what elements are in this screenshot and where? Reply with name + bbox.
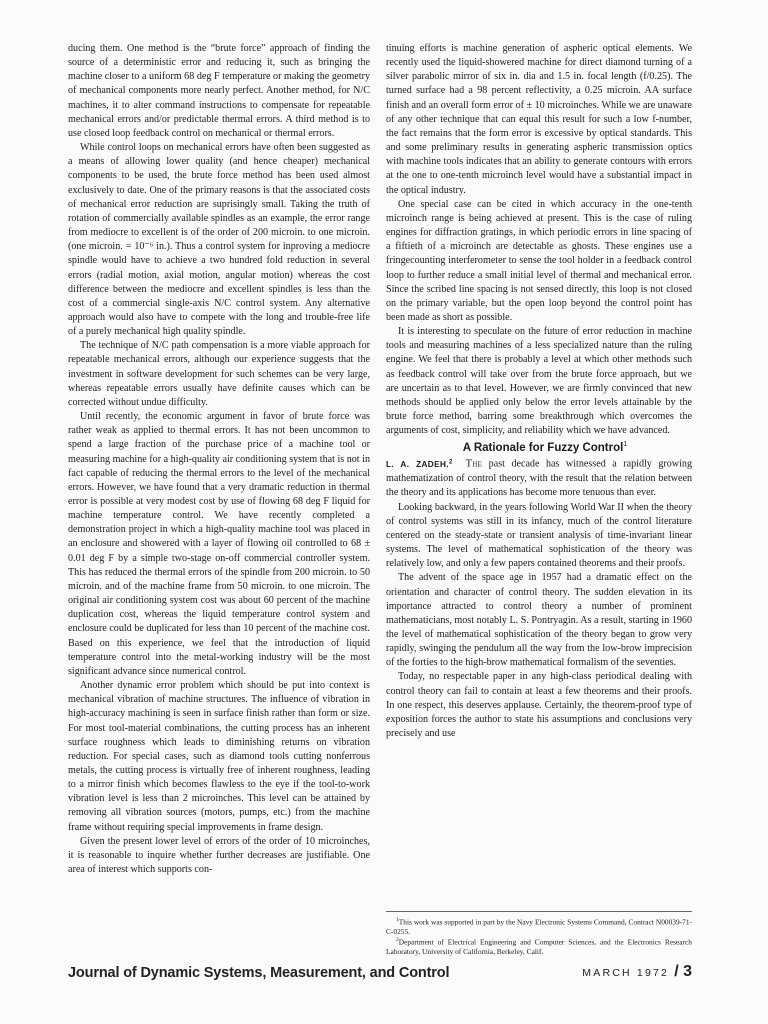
body-paragraph: One special case can be cited in which accuracy in the one-tenth microinch range is being achieved at present. This is the case of ruling engines for diffraction gratings, in which periodic errors in line spacing of a fiftieth of a microinch are detectable as ghosts. These engines use a fringecounting interferometer to sense the tool holder in a feedback control loop to further reduce a small initial level of thermal and mechanical error. Since the scribed line spacing is not sensed directly, this loop is not closed on the primary variable, but the open loop beyond the control point has been made as short as possible. <box>386 198 692 323</box>
footnote-1 <box>386 916 692 936</box>
body-paragraph: ducing them. One method is the “brute force” approach of finding the source of a deterministic error and reducing it, such as bringing the machine closer to a uniform 68 deg F temperature or making the geometry of mechanical components more nearly perfect. Another method, for N/C machines, it to alter command instructions to compensate for repeatable mechanical errors and/or predictable thermal errors. A third method is to use closed loop feedback control on mechanical or thermal errors. <box>68 43 370 139</box>
article-title-text: A Rationale for Fuzzy Control <box>462 442 624 455</box>
body-paragraph: It is interesting to speculate on the future of error reduction in machine tools and measuring machines of a less specialized nature than the ruling engine. We feel that there is probably a level at which other methods such as feedback control will take over from the brute force approach, but we are uncertain as to that level. However, we are firmly convinced that new methods should be applied only below the error levels attainable by the brute force method, barring some breakthrough which overcomes the arguments of cost, simplicity, and reliability which we have advanced. <box>386 326 692 437</box>
body-paragraph: Given the present lower level of errors of the order of 10 microinches, it is reasonable to inquire whether further decreases are justifiable. One area of interest which supports con- <box>68 835 370 876</box>
page-number: / 3 <box>674 963 692 980</box>
left-column <box>68 42 370 877</box>
body-paragraph: Looking backward, in the years following World War II when the theory of control systems was still in its infancy, much of the control literature centered on the steady-state or transient analysis of time-invariant linear systems. The level of mathematical sophistication of the theory was relatively low, and only a few papers contained theorems and their proofs. <box>386 501 692 570</box>
author-name-text: L. A. ZADEH. <box>386 460 449 470</box>
body-paragraph: While control loops on mechanical errors have often been suggested as a means of allowing lower quality (and hence cheaper) mechanical components to be used, the brute force method has been used almost exclusively to date. One of the primary reasons is that the associated costs of mechanical error reduction are suprisingly small. Taking the truth of rotation of commercially available spindles as an example, the error range from mediocre to excellent is of the order of 200 microin. to one microin. (one microin. = 10⁻⁶ in.). Thus a control system for inproving a mediocre spindle would have to achieve a two hundred fold reduction in several errors (radial motion, axial motion, angular motion) whereas the cost difference between the mediocre and excellent spindles is less than the cost of a commercial single-axis N/C control system. Any alternative approach would also have to compete with the long and trouble-free life of a purely mechanical high quality spindle. <box>68 142 370 338</box>
title-footnote-mark: 1 <box>623 441 628 449</box>
issue-date <box>582 963 692 981</box>
issue-date-text: MARCH 1972 <box>582 967 670 979</box>
body-paragraph: tinuing efforts is machine generation of aspheric optical elements. We recently used the liquid-showered machine for direct diamond turning of a silver parabolic mirror of six in. dia and 1.5 in. focal length (f/0.25). The turned surface had a 98 percent reflectivity, a 0.25 microin. AA surface finish and an overall form error of ± 10 microinches. While we are unaware of any other technique that can equal this result for such a low f-number, the fact remains that the form error is excessive by optical standards. This and some preliminary results in generating aspheric transmission optics with machine tools indicates that an ability to generate contours with errors at the one to one-tenth microinch level would have a substantial impact in the optical industry. <box>386 43 692 196</box>
footnote-mark: 1 <box>396 917 399 923</box>
footnote-2 <box>386 936 692 956</box>
footnote-text: This work was supported in part by the Navy Electronic Systems Command, Contract N00039-71-C-0255. <box>386 917 692 936</box>
body-paragraph: Until recently, the economic argument in favor of brute force was rather weak as applied to thermal errors. It has not been uncommon to spend a large fraction of the purchase price of a machine tool or measuring machine for a high-quality air conditioning system that is not in fact capable of reducing the thermal errors to the level of the mechanical errors. However, we have found that a very dramatic reduction in thermal error is possible at very modest cost by use of flowing 68 deg F liquid for machine temperature control. We have recently completed a demonstration project in which a high-quality machine tool was placed in an enclosure and showered with a layer of flowing oil controlled to 68 ± 0.01 deg F by a simple two-stage on-off commercial controller system. This has reduced the thermal errors of the spindle from 200 microin. to 50 microin. and of the machine frame from 50 microin. to one microin. The original air conditioning system cost was about 60 percent of the machine duplication cost, whereas the liquid temperature control system and enclosure could be duplicated for less than 10 percent of the machine cost. Based on this experience, we feel that the introduction of liquid temperature control into the metal-working industry will be the most significant advance since numerical control. <box>68 411 370 677</box>
lead-paragraph-text: past decade has witnessed a rapidly growing mathematization of control theory, with the result that the relation between the theory and its applications has become more tenuous than ever. <box>386 459 692 499</box>
article-title <box>386 438 692 455</box>
body-paragraph: Today, no respectable paper in any high-class periodical dealing with control theory can fail to contain at least a few theorems and their proofs. In one respect, this deserves applause. Certainly, the theorem-proof type of exposition forces the author to state his assumptions and conclusions very precisely and use <box>386 671 692 740</box>
right-column <box>386 42 692 741</box>
author-name <box>386 460 453 469</box>
journal-name: Journal of Dynamic Systems, Measurement, and Control <box>68 965 450 981</box>
footnote-mark: 2 <box>396 937 399 944</box>
body-paragraph: Another dynamic error problem which should be put into context is mechanical vibration of machine structures. The influence of vibration in high-accuracy machining is seen in surface finish rather than form or size. For most tool-material combinations, the cutting process has an inherent surface roughness which leads to diminishing returns on vibration reduction. For special cases, such as diamond tools cutting nonferrous metals, the cutting process is virtually free of inherent roughness, leading to a mirror finish which becomes flawless to the eye if the tool-to-work vibration level is less than 2 microinches. This level can be attained by removing all vibration sources (motors, pumps, etc.) from the machine frame without requiring special improvements in frame design. <box>68 680 370 833</box>
body-paragraph: The advent of the space age in 1957 had a dramatic effect on the orientation and character of control theory. The sudden elevation in its importance attracted to control theory a number of prominent mathematicians, most notably L. S. Pontryagin. As a result, starting in 1960 the level of mathematical sophistication of the theory began to grow very rapidly, swinging the pendulum all the way from the low-brow imprecision of the forties to the high-brow mathematical formalism of the seventies. <box>386 572 692 669</box>
lead-paragraph <box>386 455 692 500</box>
body-paragraph: The technique of N/C path compensation is a more viable approach for repeatable mechanical errors, although our experience suggests that the investment in software development for such schemes can be very large, whereas repeatable errors usually have definite causes which can be corrected without undue difficulty. <box>68 340 370 408</box>
author-footnote-mark: 2 <box>448 459 453 466</box>
footnotes <box>386 911 692 957</box>
lead-word: The <box>465 459 483 471</box>
footnote-text: Department of Electrical Engineering and Computer Sciences, and the Electronics Research Laboratory, University of California, Berkeley, Calif. <box>386 937 692 957</box>
